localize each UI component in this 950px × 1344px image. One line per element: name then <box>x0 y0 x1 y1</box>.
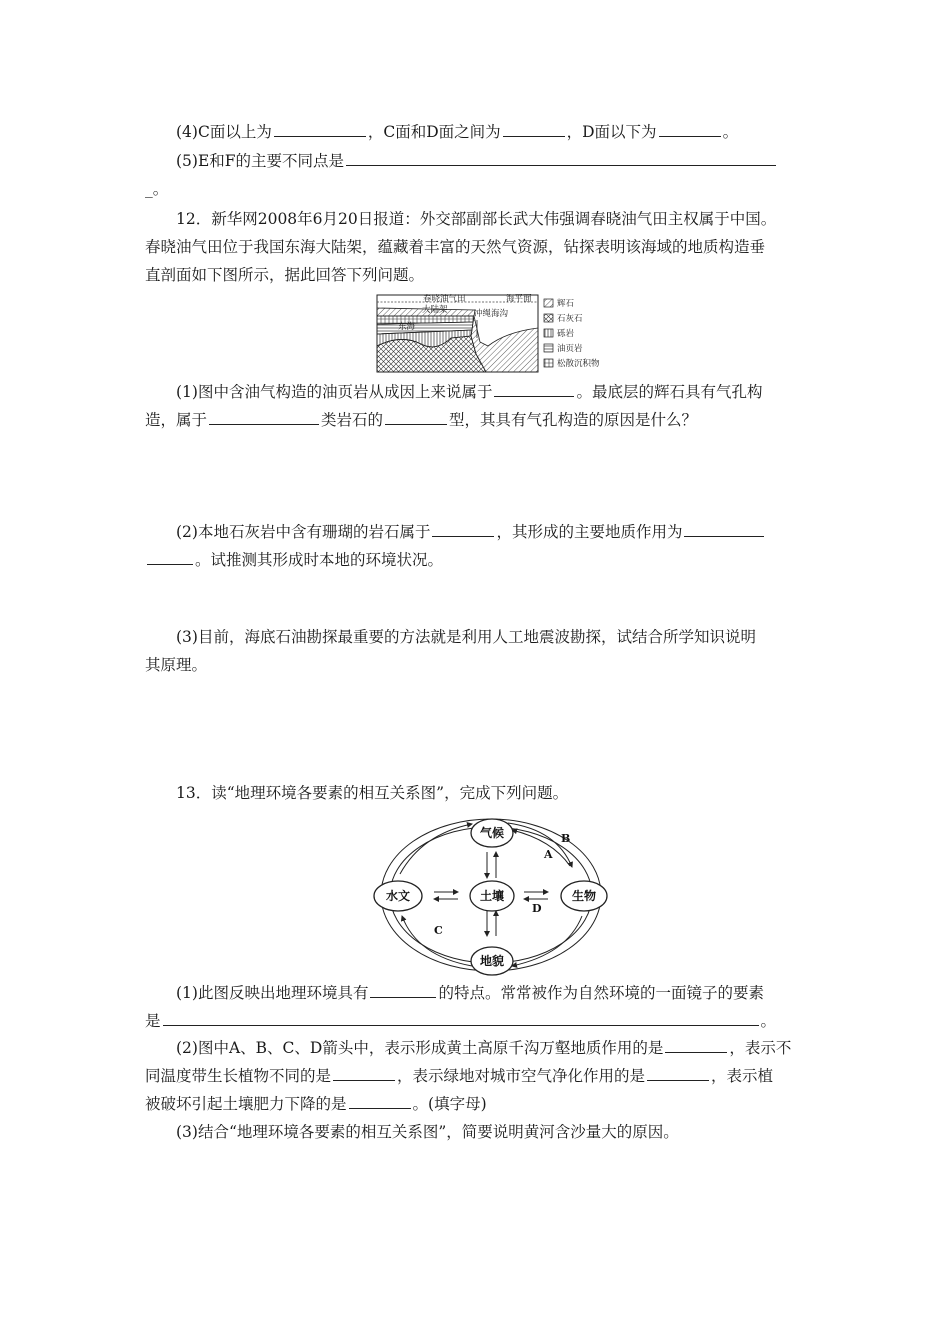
q12-part2-line-2 <box>145 546 810 574</box>
q11-part5 <box>176 147 810 175</box>
q13-part1-line-2 <box>145 1007 810 1035</box>
q11-part4-text-4: 。 <box>722 123 739 141</box>
geologic-profile-figure <box>376 294 612 374</box>
arrow-label-d: D <box>532 902 542 915</box>
q13-part2-line-1 <box>176 1034 810 1062</box>
node-landform: 地貌 <box>479 954 505 968</box>
q12-part1-text-4: 类岩石的 <box>321 411 384 429</box>
answer-blank[interactable] <box>333 1065 395 1081</box>
continental-shelf-label: 大陆架 <box>422 305 448 315</box>
q13-part1-text-3: 是 <box>145 1012 161 1030</box>
q13-part1-text-1: (1)此图反映出地理环境具有 <box>176 984 369 1002</box>
answer-blank[interactable] <box>494 381 574 397</box>
q13-part1-line-1 <box>176 979 810 1007</box>
q12-part1-line-1 <box>176 378 810 406</box>
q13-part2-text-2: ，表示不 <box>729 1039 792 1057</box>
q11-part5-end: _。 <box>145 180 169 198</box>
q12-intro-line-3: 直剖面如下图所示，据此回答下列问题。 <box>145 266 425 284</box>
q13-part2-line-2 <box>145 1062 810 1090</box>
okinawa-trough-label: 冲绳海沟 <box>474 309 509 319</box>
figure-legend <box>544 298 600 369</box>
answer-blank[interactable] <box>209 409 319 425</box>
q13-part3: (3)结合“地理环境各要素的相互关系图”，简要说明黄河含沙量大的原因。 <box>176 1123 679 1141</box>
q11-part4-text-1: (4)C面以上为 <box>176 123 272 141</box>
q13-part2-text-6: 被破坏引起土壤肥力下降的是 <box>145 1095 347 1113</box>
node-hydrology: 水文 <box>385 889 411 903</box>
q13-part2-text-3: 同温度带生长植物不同的是 <box>145 1067 332 1085</box>
q13-intro: 13．读“地理环境各要素的相互关系图”，完成下列问题。 <box>176 784 569 802</box>
q13-part2-text-1: (2)图中A、B、C、D箭头中，表示形成黄土高原千沟万壑地质作用的是 <box>176 1039 664 1057</box>
legend-conglomerate: 砾岩 <box>557 329 575 339</box>
q12-part1-text-2: 。最底层的辉石具有气孔构 <box>576 383 763 401</box>
answer-blank[interactable] <box>370 982 436 998</box>
oil-field-label: 春晓油气田 <box>423 294 466 304</box>
node-soil: 土壤 <box>479 889 505 903</box>
q13-part2-text-5: ，表示植 <box>711 1067 774 1085</box>
answer-blank[interactable] <box>647 1065 709 1081</box>
legend-loose-sediment: 松散沉积物 <box>557 359 600 369</box>
answer-blank[interactable] <box>665 1037 727 1053</box>
q13-part2-text-7: 。(填字母) <box>412 1095 487 1113</box>
q12-part1-text-3: 造，属于 <box>145 411 208 429</box>
q13-part2-line-3 <box>145 1090 810 1118</box>
answer-blank[interactable] <box>385 409 447 425</box>
answer-blank[interactable] <box>503 121 565 137</box>
q11-part4 <box>176 118 810 146</box>
q12-part2-text-1: (2)本地石灰岩中含有珊瑚的岩石属于 <box>176 523 431 541</box>
arrow-label-a: A <box>544 848 553 861</box>
answer-blank[interactable] <box>163 1010 759 1026</box>
q12-part1-text-5: 型，其具有气孔构造的原因是什么？ <box>449 411 698 429</box>
q12-part3-line-2: 其原理。 <box>145 656 208 674</box>
q13-part2-text-4: ，表示绿地对城市空气净化作用的是 <box>397 1067 646 1085</box>
q12-part2-text-3: 。试推测其形成时本地的环境状况。 <box>195 551 444 569</box>
arrow-label-c: C <box>434 924 443 937</box>
q13-part1-text-4: 。 <box>760 1012 777 1030</box>
q11-part5-text-1: (5)E和F的主要不同点是 <box>176 152 345 170</box>
node-climate: 气候 <box>479 826 505 840</box>
q12-part1-line-2 <box>145 406 810 434</box>
q13-part1-text-2: 的特点。常常被作为自然环境的一面镜子的要素 <box>438 984 764 1002</box>
q12-intro-line-2: 春晓油气田位于我国东海大陆架，蕴藏着丰富的天然气资源，钻探表明该海域的地质构造垂 <box>145 238 766 256</box>
sea-level-label: 海平面 <box>506 294 532 304</box>
answer-blank[interactable] <box>274 121 366 137</box>
geographic-elements-diagram <box>372 812 612 976</box>
answer-blank[interactable] <box>346 150 776 166</box>
q12-part2-line-1 <box>176 518 810 546</box>
legend-basalt: 辉石 <box>557 299 575 309</box>
answer-blank[interactable] <box>659 121 721 137</box>
answer-blank[interactable] <box>684 521 764 537</box>
q12-part1-text-1: (1)图中含油气构造的油页岩从成因上来说属于 <box>176 383 493 401</box>
answer-blank[interactable] <box>432 521 494 537</box>
east-sea-label: 东海 <box>398 322 416 332</box>
arrow-label-b: B <box>561 832 571 845</box>
legend-oil-shale: 油页岩 <box>557 344 583 354</box>
legend-limestone: 石灰石 <box>557 314 583 324</box>
q12-part3-line-1: (3)目前，海底石油勘探最重要的方法就是利用人工地震波勘探，试结合所学知识说明 <box>176 628 756 646</box>
answer-blank[interactable] <box>349 1093 411 1109</box>
q12-intro-line-1: 12．新华网2008年6月20日报道：外交部副部长武大伟强调春晓油气田主权属于中国。 <box>176 210 777 228</box>
node-biology: 生物 <box>571 889 597 903</box>
q11-part4-text-3: ，D面以下为 <box>566 123 657 141</box>
q12-part2-text-2: ，其形成的主要地质作用为 <box>496 523 683 541</box>
answer-blank[interactable] <box>147 549 193 565</box>
q11-part4-text-2: ，C面和D面之间为 <box>367 123 501 141</box>
